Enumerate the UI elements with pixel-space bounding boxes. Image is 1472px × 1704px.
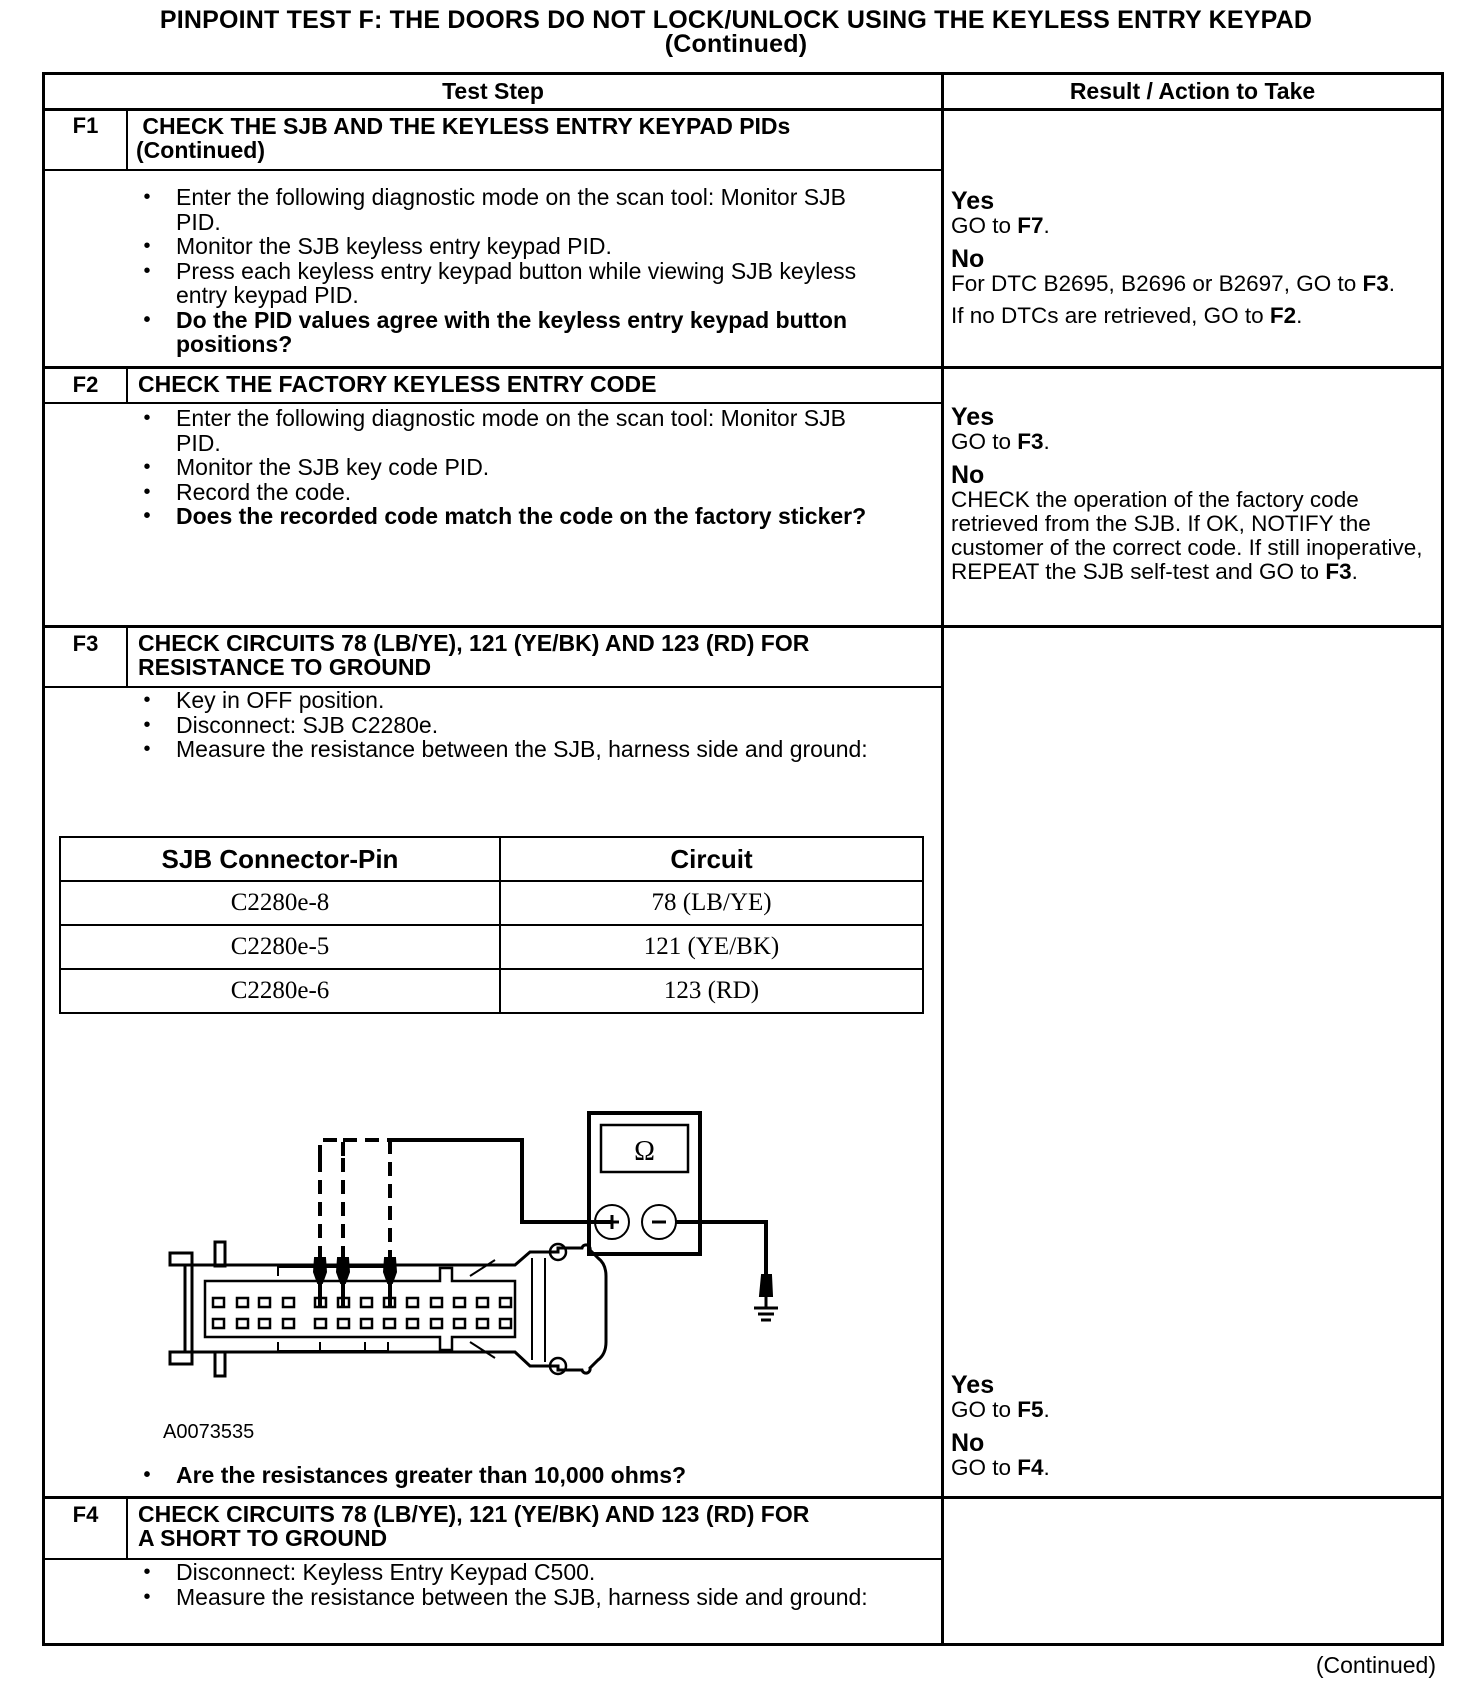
step-f1-instructions	[140, 185, 870, 357]
bullet-icon: •	[143, 738, 151, 760]
circuit-cell: 121 (YE/BK)	[500, 925, 923, 969]
figure-code: A0073535	[163, 1421, 255, 1443]
list-item: • Monitor the SJB keyless entry keypad PID.	[140, 234, 870, 259]
column-header-result: Result / Action to Take	[1069, 78, 1316, 104]
step-number-f2: F2	[72, 372, 99, 397]
list-item: • Press each keyless entry keypad button while viewing SJB keyless entry keypad PID.	[140, 259, 870, 308]
bullet-icon: •	[143, 235, 151, 257]
goto-link-f7[interactable]: F7	[1017, 213, 1044, 238]
table-row	[60, 969, 923, 1013]
list-item: • Measure the resistance between the SJB, harness side and ground:	[140, 737, 870, 762]
goto-link-f3[interactable]: F3	[1017, 429, 1044, 454]
step-number-f1: F1	[72, 113, 99, 138]
step-number-f4: F4	[72, 1502, 99, 1527]
page-subtitle: (Continued)	[664, 30, 808, 58]
yes-action: GO to F5.	[951, 1397, 1050, 1422]
step-title-f3-line1: CHECK CIRCUITS 78 (LB/YE), 121 (YE/BK) AND 123 (RD) FOR	[138, 630, 810, 656]
step-f3-instructions	[140, 688, 870, 762]
no-label: No	[951, 461, 985, 489]
result-f2	[951, 404, 1435, 584]
yes-label: Yes	[951, 1371, 995, 1399]
no-label: No	[951, 1429, 985, 1457]
bullet-icon: •	[143, 456, 151, 478]
probe-wires-icon	[320, 1140, 390, 1260]
step-title-f4	[138, 1502, 938, 1550]
resistance-test-diagram	[160, 1100, 800, 1380]
pin-cell: C2280e-8	[60, 881, 500, 925]
connector-pins-icon	[213, 1298, 511, 1328]
pin-cell: C2280e-6	[60, 969, 500, 1013]
step-title-f1	[136, 114, 936, 162]
ground-symbol-icon	[754, 1296, 778, 1320]
pin-circuit-table	[59, 836, 924, 1014]
step-title-f4-line2: A SHORT TO GROUND	[138, 1525, 388, 1551]
step-title-f3	[138, 631, 938, 679]
yes-action: GO to F7.	[951, 213, 1050, 238]
table-row	[60, 881, 923, 925]
step-f2-instructions	[140, 406, 870, 529]
ohm-symbol: Ω	[634, 1136, 655, 1167]
bullet-icon: •	[143, 259, 151, 282]
list-item: • Enter the following diagnostic mode on the scan tool: Monitor SJB PID.	[140, 406, 870, 455]
continued-footer: (Continued)	[1315, 1652, 1436, 1678]
pin-table-header-row	[60, 837, 923, 881]
bullet-icon: •	[143, 713, 151, 736]
page-title: PINPOINT TEST F: THE DOORS DO NOT LOCK/UNLOCK USING THE KEYLESS ENTRY KEYPAD	[159, 6, 1313, 34]
circuit-cell: 78 (LB/YE)	[500, 881, 923, 925]
goto-link-f4[interactable]: F4	[1017, 1455, 1044, 1480]
result-f1	[951, 188, 1431, 328]
list-item: • Disconnect: Keyless Entry Keypad C500.	[140, 1560, 870, 1585]
list-item: • Measure the resistance between the SJB, harness side and ground:	[140, 1585, 870, 1610]
list-item: • Enter the following diagnostic mode on the scan tool: Monitor SJB PID.	[140, 185, 870, 234]
bullet-icon: •	[143, 480, 151, 503]
step-title-f1-line2: (Continued)	[136, 137, 266, 163]
bullet-icon: •	[143, 186, 151, 208]
ohmmeter-icon	[589, 1113, 700, 1254]
no-action-dtc: For DTC B2695, B2696 or B2697, GO to F3.	[951, 271, 1395, 296]
column-header-test-step: Test Step	[442, 78, 544, 104]
yes-label: Yes	[951, 403, 995, 431]
pin-cell: C2280e-5	[60, 925, 500, 969]
bullet-icon: •	[143, 689, 151, 711]
step-title-f1-line1: CHECK THE SJB AND THE KEYLESS ENTRY KEYPAD PIDs	[136, 113, 791, 139]
goto-link-f3[interactable]: F3	[1325, 559, 1352, 584]
no-label: No	[951, 245, 985, 273]
yes-label: Yes	[951, 187, 995, 215]
bullet-icon: •	[143, 1561, 151, 1583]
list-item: • Disconnect: SJB C2280e.	[140, 713, 870, 738]
list-item-question: • Are the resistances greater than 10,000 ohms?	[140, 1463, 920, 1488]
step-f3-question	[140, 1463, 920, 1488]
yes-action: GO to F3.	[951, 429, 1050, 454]
step-title-f3-line2: RESISTANCE TO GROUND	[138, 654, 432, 680]
list-item: • Key in OFF position.	[140, 688, 870, 713]
goto-link-f3[interactable]: F3	[1362, 271, 1389, 296]
list-item-question: • Does the recorded code match the code on the factory sticker?	[140, 504, 870, 529]
result-f3	[951, 1372, 1431, 1480]
bullet-icon: •	[143, 407, 151, 429]
bullet-icon: •	[143, 1585, 151, 1608]
list-item-question: • Do the PID values agree with the keyless entry keypad button positions?	[140, 308, 870, 357]
probe-tips-icon	[314, 1258, 396, 1283]
circuit-cell: 123 (RD)	[500, 969, 923, 1013]
pin-table-header-circuit: Circuit	[500, 837, 923, 881]
pin-table-header-pin: SJB Connector-Pin	[60, 837, 500, 881]
list-item: • Monitor the SJB key code PID.	[140, 455, 870, 480]
no-action: GO to F4.	[951, 1455, 1050, 1480]
step-title-f4-line1: CHECK CIRCUITS 78 (LB/YE), 121 (YE/BK) AND 123 (RD) FOR	[138, 1501, 810, 1527]
list-item: • Record the code.	[140, 480, 870, 505]
no-action-no-dtc: If no DTCs are retrieved, GO to F2.	[951, 303, 1303, 328]
bullet-icon: •	[143, 1464, 151, 1486]
table-row	[60, 925, 923, 969]
goto-link-f5[interactable]: F5	[1017, 1397, 1044, 1422]
bullet-icon: •	[143, 505, 151, 527]
no-action: CHECK the operation of the factory code retrieved from the SJB. If OK, NOTIFY the customer of the correct code. If still inoperative, REPEAT the SJB self-test and GO to F3.	[951, 487, 1423, 584]
goto-link-f2[interactable]: F2	[1269, 303, 1297, 328]
step-number-f3: F3	[72, 631, 99, 656]
step-title-f2: CHECK THE FACTORY KEYLESS ENTRY CODE	[138, 371, 657, 397]
bullet-icon: •	[143, 308, 151, 331]
step-f4-instructions	[140, 1560, 870, 1609]
